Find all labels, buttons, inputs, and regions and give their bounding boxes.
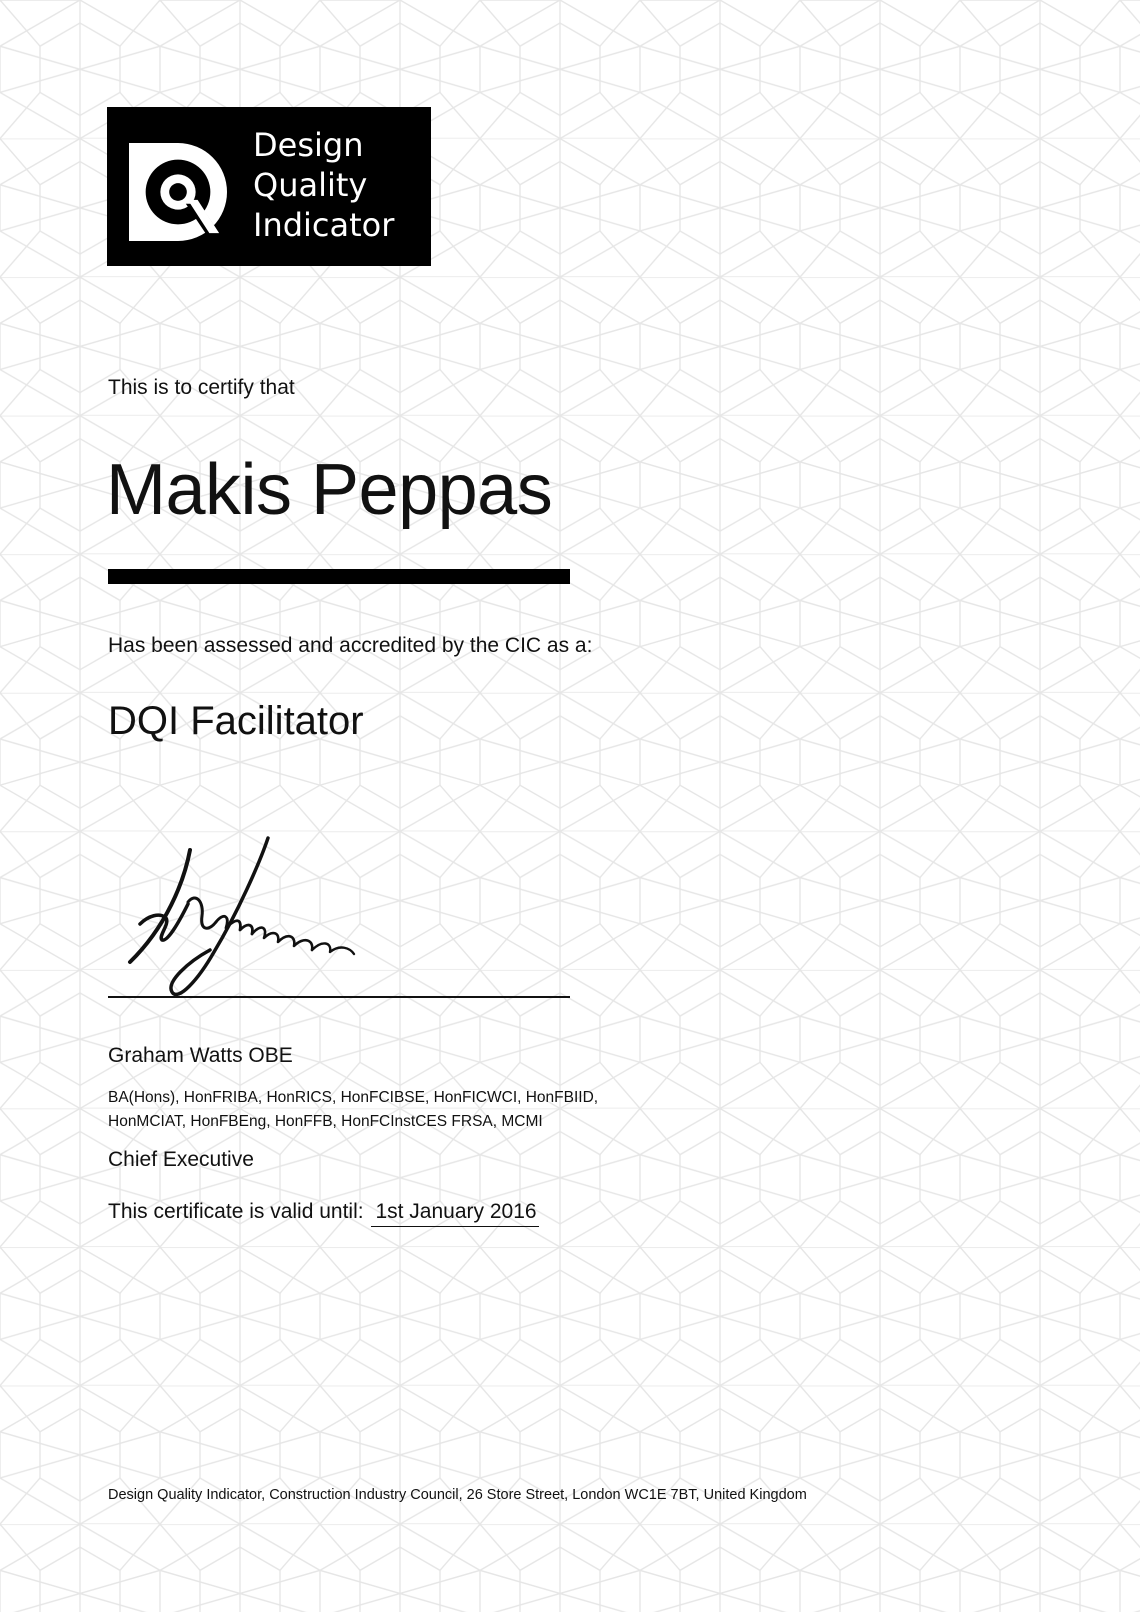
logo-wordmark xyxy=(253,125,394,245)
dqi-logo-icon xyxy=(129,143,227,241)
certify-intro-text: This is to certify that xyxy=(108,376,295,399)
logo-line-3: Indicator xyxy=(253,206,395,244)
logo-line-1: Design xyxy=(253,126,364,164)
validity-label: This certificate is valid until: xyxy=(108,1200,364,1223)
signature-graphic xyxy=(118,832,368,1012)
credentials-line-1: BA(Hons), HonFRIBA, HonRICS, HonFCIBSE, HonFICWCI, HonFBIID, xyxy=(108,1089,599,1106)
validity-date: 1st January 2016 xyxy=(371,1200,538,1227)
dqi-logo xyxy=(107,107,431,266)
signature-line xyxy=(108,996,570,998)
accredited-role: DQI Facilitator xyxy=(108,699,364,743)
recipient-name: Makis Peppas xyxy=(106,450,553,530)
name-underline-bar xyxy=(108,569,570,584)
credentials-line-2: HonMCIAT, HonFBEng, HonFFB, HonFCInstCES FRSA, MCMI xyxy=(108,1113,543,1130)
assessment-statement: Has been assessed and accredited by the CIC as a: xyxy=(108,634,593,657)
validity-statement xyxy=(108,1200,539,1227)
footer-address: Design Quality Indicator, Construction Industry Council, 26 Store Street, London WC1E 7BT, United Kingdom xyxy=(108,1487,807,1503)
signatory-credentials xyxy=(108,1086,598,1134)
signatory-name: Graham Watts OBE xyxy=(108,1044,293,1067)
signatory-position: Chief Executive xyxy=(108,1148,254,1171)
logo-line-2: Quality xyxy=(253,166,368,204)
